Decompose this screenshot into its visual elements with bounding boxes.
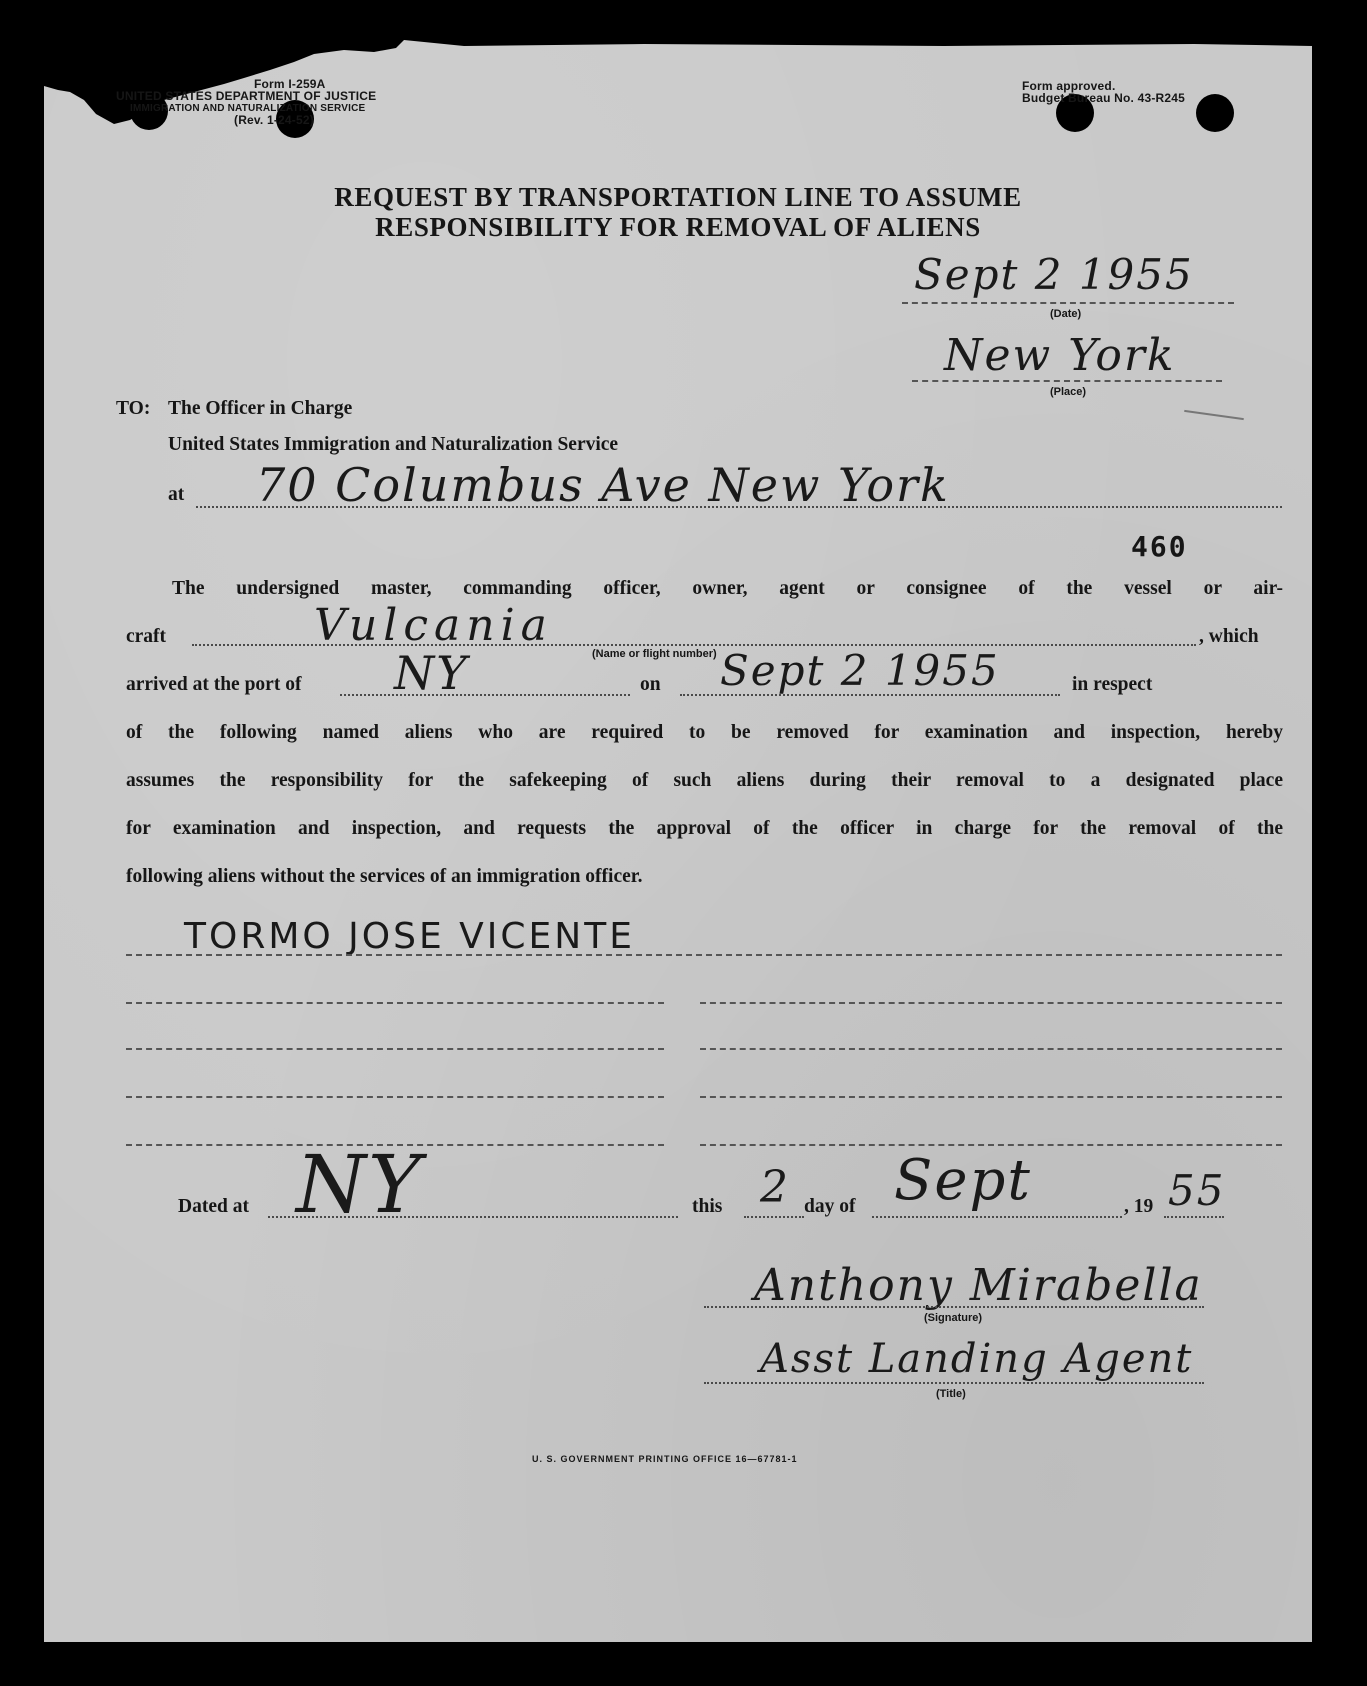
stray-mark (1184, 410, 1244, 420)
date-caption: (Date) (1050, 308, 1082, 320)
place-caption: (Place) (1050, 386, 1087, 398)
at-label: at (168, 484, 185, 505)
port-line (340, 694, 630, 696)
form-approved: Form approved. (1022, 79, 1116, 93)
signature-caption: (Signature) (924, 1312, 983, 1324)
form-title-line-2: RESPONSIBILITY FOR REMOVAL OF ALIENS (375, 212, 981, 242)
form-title-line-1: REQUEST BY TRANSPORTATION LINE TO ASSUME (334, 182, 1022, 212)
alien-line-4a (126, 1096, 664, 1098)
day-line (744, 1216, 804, 1218)
year-prefix: , 19 (1124, 1196, 1154, 1217)
craft-line (192, 644, 1196, 646)
alien-name-1: TORMO JOSE VICENTE (184, 916, 635, 957)
which-label: , which (1199, 626, 1259, 647)
office-address-value: 70 Columbus Ave New York (256, 458, 950, 512)
body-line-1: The undersigned master, commanding officer, owner, agent or consignee of the vessel or air- (172, 578, 1283, 599)
dated-at-line (268, 1216, 678, 1218)
alien-line-2a (126, 1002, 664, 1004)
title-value: Asst Landing Agent (760, 1336, 1194, 1382)
date-value: Sept 2 1955 (914, 250, 1194, 299)
signature-line (704, 1306, 1204, 1308)
place-line (912, 380, 1222, 382)
day-of-label: day of (804, 1196, 856, 1217)
in-respect-label: in respect (1072, 674, 1153, 695)
date-line (902, 302, 1234, 304)
form-number: Form I-259A (254, 77, 326, 91)
punch-hole-right (1196, 94, 1234, 132)
title-line (704, 1382, 1204, 1384)
signature-value: Anthony Mirabella (754, 1260, 1203, 1311)
ins-name: United States Immigration and Naturalization Service (168, 434, 619, 455)
craft-caption: (Name or flight number) (592, 648, 717, 660)
month-value: Sept (894, 1148, 1032, 1213)
stamp-number: 460 (1131, 530, 1188, 563)
alien-line-5b (700, 1144, 1282, 1146)
to-label: TO: (116, 398, 151, 419)
dated-at-label: Dated at (178, 1196, 249, 1217)
month-line (872, 1216, 1122, 1218)
alien-line-3a (126, 1048, 664, 1050)
arrival-date-line (680, 694, 1060, 696)
dated-at-value: NY (296, 1138, 423, 1231)
title-caption: (Title) (936, 1388, 966, 1400)
form-revision: (Rev. 1-24-52) (234, 113, 314, 127)
alien-line-2b (700, 1002, 1282, 1004)
budget-bureau-number: Budget Bureau No. 43-R245 (1022, 91, 1186, 105)
arrival-date-value: Sept 2 1955 (720, 646, 1000, 695)
alien-line-4b (700, 1096, 1282, 1098)
port-value: NY (394, 646, 469, 700)
body-line-7: following aliens without the services of an immigration officer. (126, 866, 643, 887)
place-value: New York (944, 330, 1176, 381)
alien-line-1 (126, 954, 1282, 956)
department-name: UNITED STATES DEPARTMENT OF JUSTICE (116, 89, 377, 103)
body-line-4: of the following named aliens who are required to be removed for examination and inspection, hereby (126, 722, 1283, 743)
officer-in-charge: The Officer in Charge (168, 398, 353, 419)
arrived-label: arrived at the port of (126, 674, 302, 695)
year-line (1164, 1216, 1224, 1218)
service-name: IMMIGRATION AND NATURALIZATION SERVICE (130, 103, 366, 114)
form-page (44, 40, 1312, 1642)
day-value: 2 (760, 1162, 790, 1213)
address-line (196, 506, 1282, 508)
printing-office-footer: U. S. GOVERNMENT PRINTING OFFICE 16—67781-1 (532, 1454, 798, 1464)
alien-line-3b (700, 1048, 1282, 1050)
year-value: 55 (1168, 1166, 1226, 1215)
craft-label: craft (126, 626, 167, 647)
on-label: on (640, 674, 661, 695)
body-line-5: assumes the responsibility for the safekeeping of such aliens during their removal to a designated place (126, 770, 1283, 791)
craft-name-value: Vulcania (314, 600, 553, 651)
this-label: this (692, 1196, 723, 1217)
body-line-6: for examination and inspection, and requests the approval of the officer in charge for the removal of the (126, 818, 1283, 839)
